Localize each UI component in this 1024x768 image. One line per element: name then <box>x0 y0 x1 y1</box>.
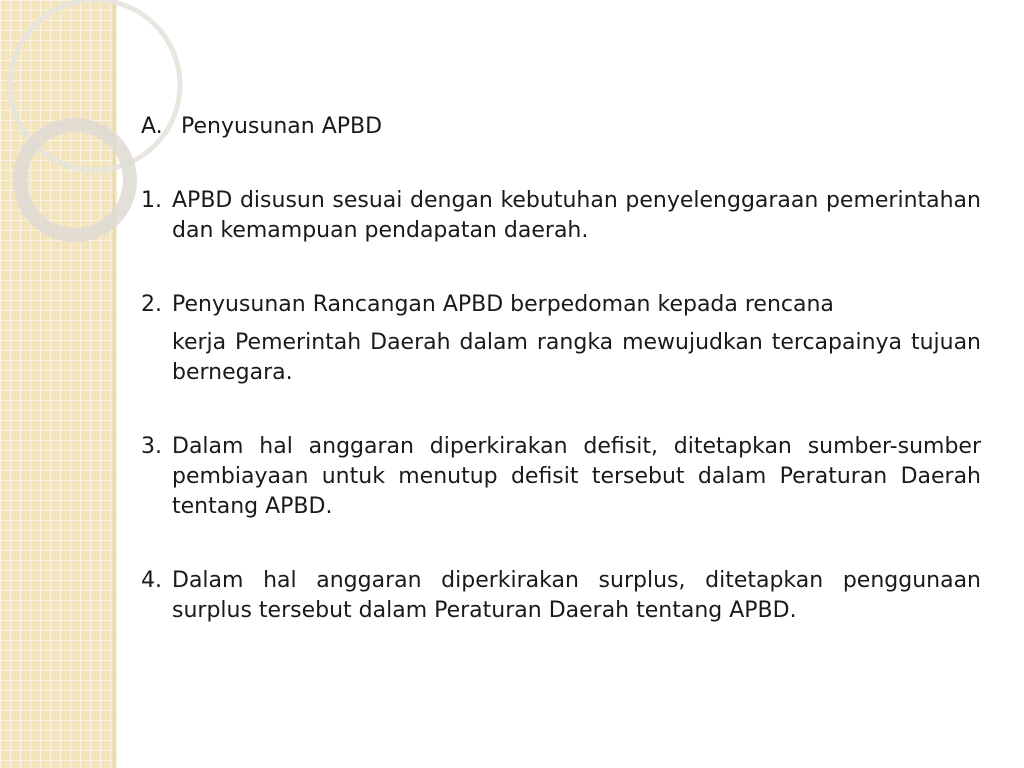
slide-content <box>141 112 981 670</box>
list-item-number: 2. <box>141 292 162 317</box>
list-item-lead-text: Penyusunan Rancangan APBD berpedoman kepada rencana <box>172 292 834 317</box>
list-item-number: 4. <box>141 568 162 593</box>
list-item-text: APBD disusun sesuai dengan kebutuhan penyelenggaraan pemerintahan dan kemampuan pendapatan daerah. <box>172 188 981 243</box>
list-item-text: Dalam hal anggaran diperkirakan defisit, ditetapkan sumber-sumber pembiayaan untuk menutup defisit tersebut dalam Peraturan Daerah tentang APBD. <box>172 434 981 519</box>
section-letter: A. <box>141 114 163 139</box>
section-heading <box>141 112 981 142</box>
list-item-3 <box>141 432 981 522</box>
section-title: Penyusunan APBD <box>181 114 383 139</box>
list-item-text: Dalam hal anggaran diperkirakan surplus, ditetapkan penggunaan surplus tersebut dalam Peraturan Daerah tentang APBD. <box>172 568 981 623</box>
list-item-number: 1. <box>141 188 162 213</box>
list-item-1 <box>141 186 981 246</box>
list-item-2 <box>141 290 981 388</box>
decorative-ring-small <box>20 125 130 235</box>
list-item-lead-line <box>141 290 981 320</box>
list-item-number: 3. <box>141 434 162 459</box>
list-item-4 <box>141 566 981 626</box>
list-item-text: kerja Pemerintah Daerah dalam rangka mewujudkan tercapainya tujuan bernegara. <box>172 330 981 385</box>
